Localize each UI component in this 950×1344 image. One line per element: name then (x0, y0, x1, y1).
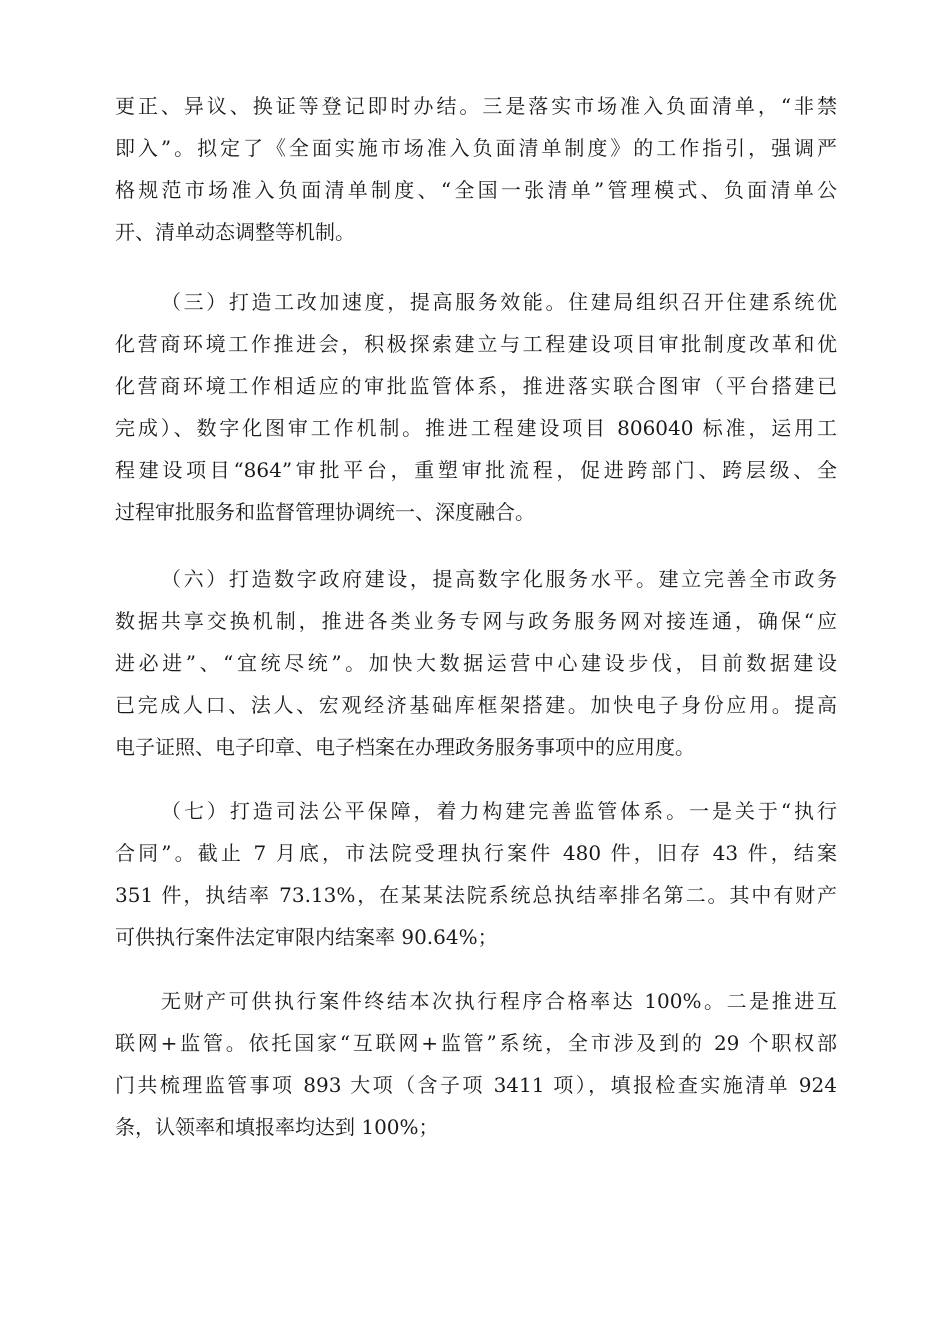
paragraph-3-line-4: 已完成人口、法人、宏观经济基础库框架搭建。加快电子身份应用。提高 (115, 693, 837, 717)
paragraph-2-line-3: 化营商环境工作相适应的审批监管体系，推进落实联合图审（平台搭建已 (115, 374, 837, 398)
paragraph-4-line-4: 可供执行案件法定审限内结案率 90.64%； (115, 925, 498, 949)
paragraph-2-line-6: 过程审批服务和监督管理协调统一、深度融合。 (115, 500, 535, 524)
paragraph-5-line-2: 联网+监管。依托国家“互联网+监管”系统，全市涉及到的 29 个职权部 (115, 1031, 837, 1055)
paragraph-2-line-5: 程建设项目“864”审批平台，重塑审批流程，促进跨部门、跨层级、全 (115, 458, 837, 482)
paragraph-2-line-1: （三）打造工改加速度，提高服务效能。住建局组织召开住建系统优 (161, 290, 837, 314)
paragraph-2 (115, 284, 837, 531)
paragraph-1-line-3: 格规范市场准入负面清单制度、“全国一张清单”管理模式、负面清单公 (115, 178, 837, 202)
paragraph-3-line-2: 数据共享交换机制，推进各类业务专网与政务服务网对接连通，确保“应 (115, 609, 837, 633)
paragraph-2-line-2: 化营商环境工作推进会，积极探索建立与工程建设项目审批制度改革和优 (115, 332, 837, 356)
paragraph-1 (115, 88, 837, 251)
paragraph-1-line-2: 即入”。拟定了《全面实施市场准入负面清单制度》的工作指引，强调严 (115, 136, 837, 160)
paragraph-4-line-2: 合同”。截止 7 月底，市法院受理执行案件 480 件，旧存 43 件，结案 (115, 841, 837, 865)
paragraph-4-line-3: 351 件，执结率 73.13%，在某某法院系统总执结率排名第二。其中有财产 (115, 883, 837, 907)
paragraph-5 (115, 983, 837, 1146)
paragraph-3-line-5: 电子证照、电子印章、电子档案在办理政务服务事项中的应用度。 (115, 735, 695, 759)
paragraph-3-line-3: 进必进”、“宜统尽统”。加快大数据运营中心建设步伐，目前数据建设 (115, 651, 837, 675)
paragraph-1-line-1: 更正、异议、换证等登记即时办结。三是落实市场准入负面清单，“非禁 (115, 94, 837, 118)
paragraph-1-line-4: 开、清单动态调整等机制。 (115, 220, 355, 244)
paragraph-3 (115, 561, 837, 766)
paragraph-3-line-1: （六）打造数字政府建设，提高数字化服务水平。建立完善全市政务 (161, 567, 837, 591)
paragraph-5-line-4: 条，认领率和填报率均达到 100%； (115, 1115, 439, 1139)
paragraph-5-line-3: 门共梳理监管事项 893 大项（含子项 3411 项），填报检查实施清单 924 (115, 1073, 837, 1097)
paragraph-4 (115, 793, 837, 956)
paragraph-5-line-1: 无财产可供执行案件终结本次执行程序合格率达 100%。二是推进互 (161, 989, 837, 1013)
paragraph-2-line-4: 完成）、数字化图审工作机制。推进工程建设项目 806040 标准，运用工 (115, 416, 837, 440)
paragraph-4-line-1: （七）打造司法公平保障，着力构建完善监管体系。一是关于“执行 (161, 799, 837, 823)
